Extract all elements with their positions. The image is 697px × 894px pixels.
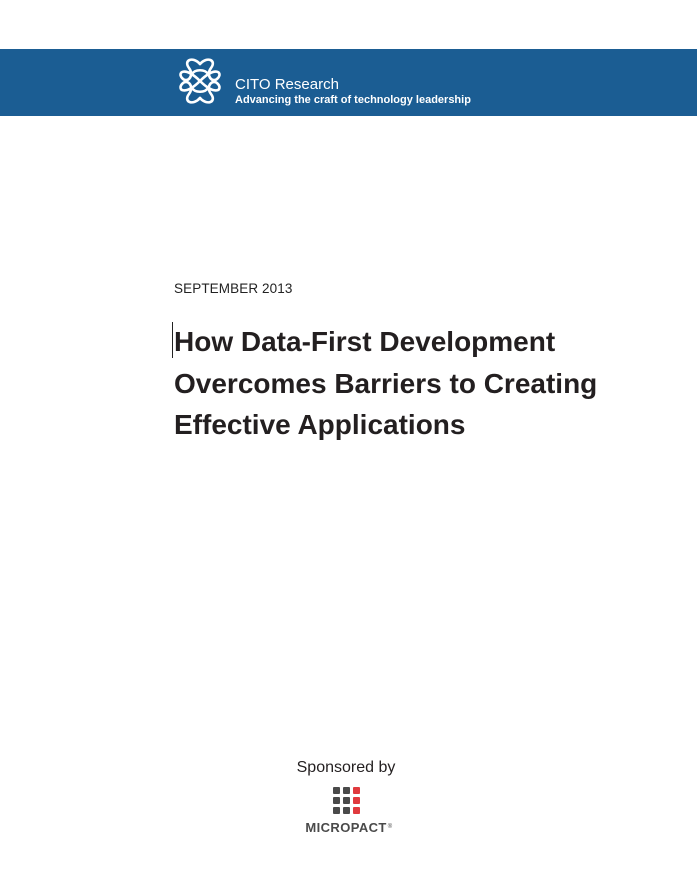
brand-name: CITO Research [235, 76, 339, 93]
trademark-symbol: ® [387, 824, 393, 830]
text-cursor-marker [172, 322, 173, 358]
publication-date: SEPTEMBER 2013 [174, 281, 293, 296]
cito-research-logo-icon [173, 54, 227, 108]
title-line-2: Overcomes Barriers to Creating [174, 367, 598, 399]
title-line-3: Effective Applications [174, 409, 466, 440]
sponsor-label: Sponsored by [296, 759, 396, 776]
title-line-1: How Data-First Development [174, 326, 556, 357]
brand-tagline: Advancing the craft of technology leadership [235, 94, 471, 106]
document-title [174, 321, 644, 446]
sponsor-name [0, 820, 697, 836]
micropact-logo-icon [333, 787, 361, 815]
header-banner [0, 49, 697, 116]
sponsor-name-text: MICROPACT [305, 820, 387, 835]
